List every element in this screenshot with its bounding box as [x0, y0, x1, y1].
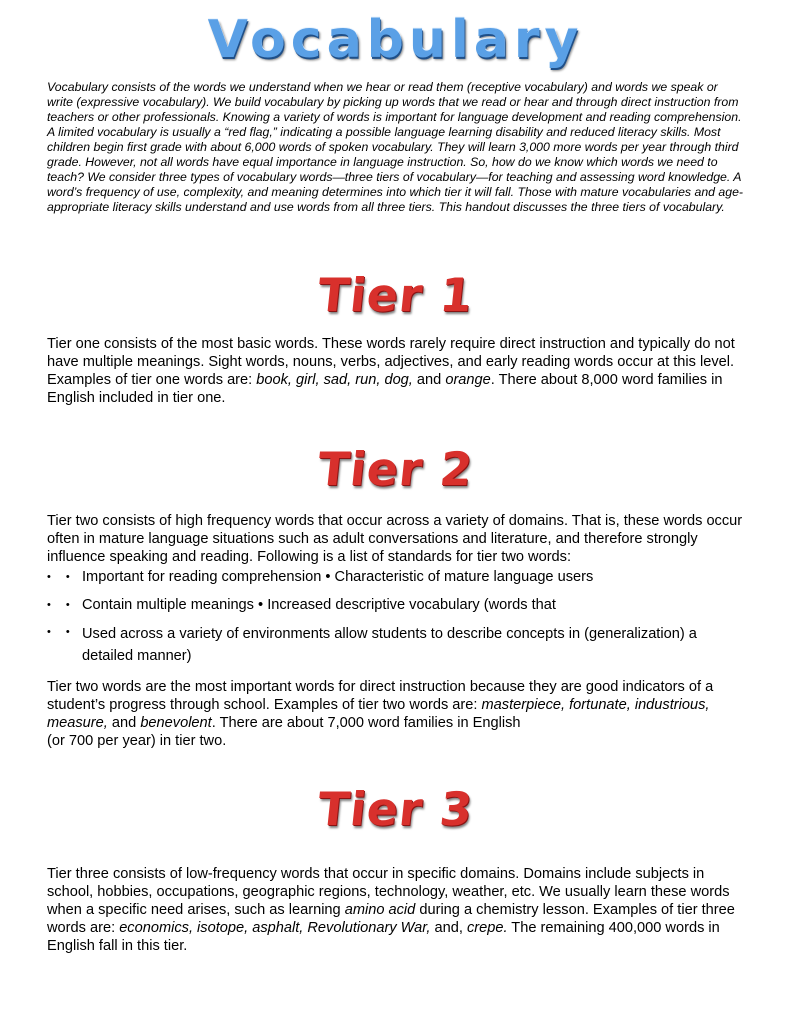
tier1-example-last: orange — [445, 372, 491, 388]
page-title: Vocabulary — [207, 10, 584, 70]
tier2-closing-a: Tier two words are the most important words for direct instruction because they are good indicators of a student’s progress through school. Examples of tier two words are: — [47, 679, 714, 713]
tier3-example-inline: amino acid — [344, 902, 416, 918]
tier1-heading: Tier 1 — [315, 268, 476, 322]
tier2-example-last: benevolent — [140, 715, 212, 731]
tier3-text-c: and, — [430, 920, 467, 936]
bullet-marks: • • — [47, 571, 76, 583]
bullet-text: Used across a variety of environments allow students to describe concepts in (generalization) a detailed manner) — [82, 626, 697, 664]
tier2-closing-b: and — [107, 715, 141, 731]
tier3-heading: Tier 3 — [315, 782, 476, 836]
tier1-paragraph — [47, 335, 747, 407]
tier2-examples: masterpiece, fortunate, industrious, measure, — [47, 697, 710, 731]
tier2-closing-d: (or 700 per year) in tier two. — [47, 733, 227, 749]
tier1-examples: book, girl, sad, run, dog, — [256, 372, 413, 388]
bullet-text: Contain multiple meanings • Increased descriptive vocabulary (words that — [82, 597, 556, 613]
tier2-intro-paragraph: Tier two consists of high frequency words that occur across a variety of domains. That is, these words occur often in mature language situations such as adult conversations and literature, and therefore strongly influence speaking and reading. Following is a list of standards for tier two words: — [47, 513, 743, 565]
tier2-closing-paragraph — [47, 678, 747, 750]
tier3-example-last: crepe. — [466, 920, 508, 936]
tier1-text-a: Tier one consists of the most basic words. These words rarely require direct instruction and typically do not have multiple meanings. Sight words, nouns, verbs, adjectives, and early reading words occur at this level. Examples of tier one words are: — [47, 336, 735, 388]
tier2-heading: Tier 2 — [315, 442, 476, 496]
intro-paragraph: Vocabulary consists of the words we understand when we hear or read them (receptive vocabulary) and words we speak or write (expressive vocabulary). We build vocabulary by picking up words that we read or hear and through direct instruction from teachers or other professionals. Knowing a variety of words is important for language development and reading comprehension. A limited vocabulary is usually a “red flag,” indicating a possible language learning disability and reduced literacy skills. Most children begin first grade with about 6,000 words of spoken vocabulary. They will learn 3,000 more words per year through third grade. However, not all words have equal importance in language instruction. So, how do we know which words we need to teach? We consider three types of vocabulary words—three tiers of vocabulary—for teaching and assessing word knowledge. A word’s frequency of use, complexity, and meaning determines into which tier it will fall. Those with mature vocabularies and age-appropriate literacy skills understand and use words from all three tiers. This handout discusses the three tiers of vocabulary. — [47, 80, 744, 214]
tier3-paragraph — [47, 865, 747, 955]
tier3-examples: economics, isotope, asphalt, Revolutionary War, — [119, 920, 431, 936]
bullet-text: Important for reading comprehension • Characteristic of mature language users — [82, 569, 594, 585]
tier1-text-c: . There about 8,000 word families in English included in tier one. — [47, 372, 723, 406]
tier2-closing-c: . There are about 7,000 word families in English — [211, 715, 521, 731]
tier3-text-b: during a chemistry lesson. Examples of tier three words are: — [47, 902, 735, 936]
tier3-text-d: The remaining 400,000 words in English fall in this tier. — [47, 920, 720, 954]
tier1-text-b: and — [412, 372, 446, 388]
bullet-marks: • • — [47, 599, 76, 611]
tier3-text-a: Tier three consists of low-frequency words that occur in specific domains. Domains include subjects in school, hobbies, occupations, geographic regions, technology, weather, etc. We usually learn these words when a specific need arises, such as learning — [47, 866, 730, 918]
bullet-marks: • • — [47, 626, 76, 638]
